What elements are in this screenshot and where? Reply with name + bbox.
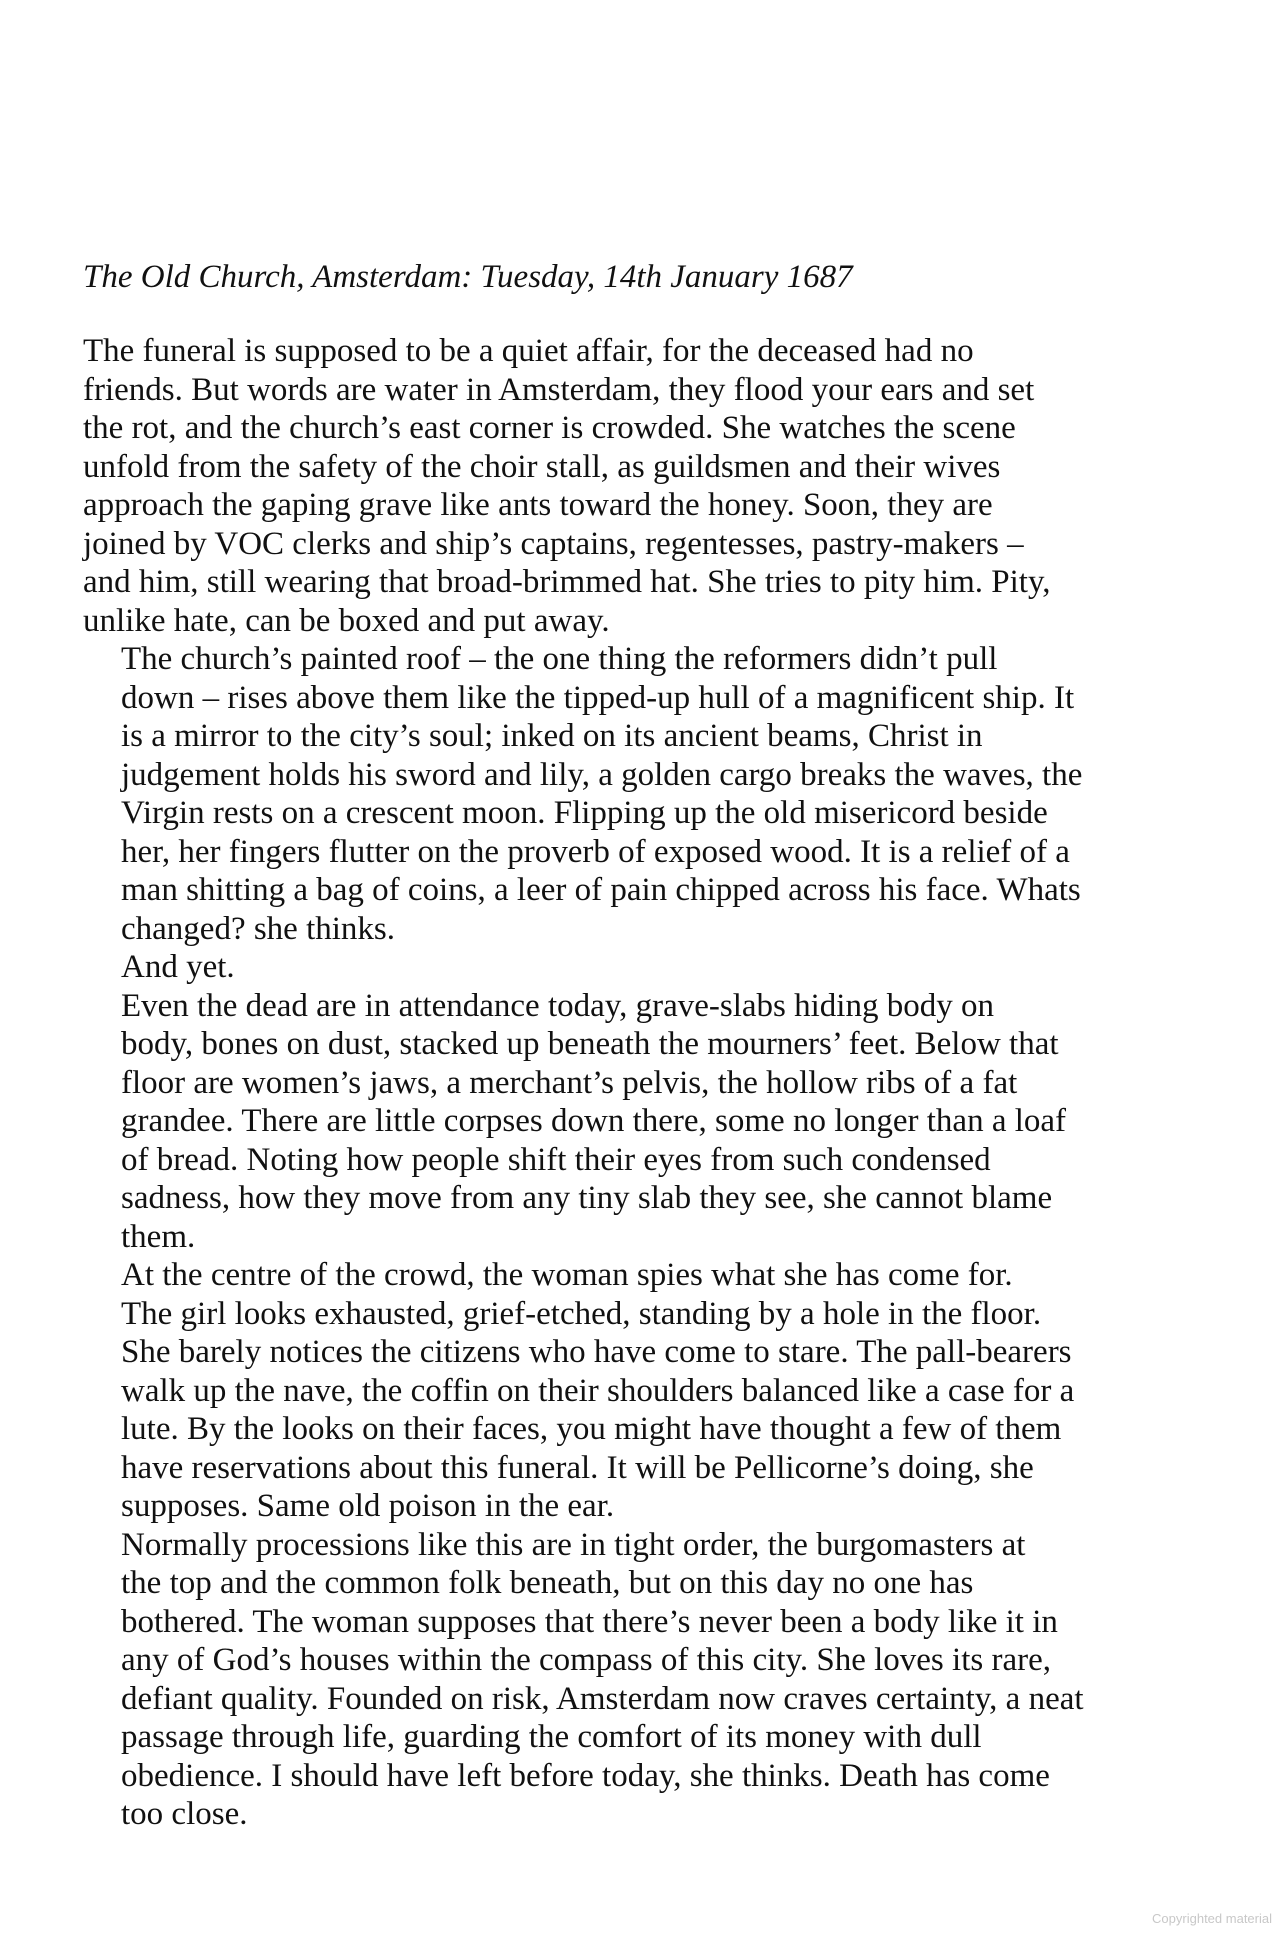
text-line: obedience. I should have left before today, she thinks. Death has come [121,1757,1050,1794]
text-line: floor are women’s jaws, a merchant’s pelvis, the hollow ribs of a fat [121,1064,1018,1101]
paragraph [83,1256,1223,1526]
text-line: her, her fingers flutter on the proverb of exposed wood. It is a relief of a [121,833,1070,870]
text-line: The girl looks exhausted, grief-etched, standing by a hole in the floor. [121,1295,1042,1332]
text-line: defiant quality. Founded on risk, Amsterdam now craves certainty, a neat [121,1680,1084,1717]
text-line: At the centre of the crowd, the woman spies what she has come for. [121,1257,1013,1293]
text-line: passage through life, guarding the comfort of its money with dull [121,1719,982,1755]
text-line: grandee. There are little corpses down there, some no longer than a loaf [121,1103,1067,1139]
text-line: changed? she thinks. [121,910,396,947]
text-line: friends. But words are water in Amsterdam, they flood your ears and set [83,371,1035,408]
text-line: down – rises above them like the tipped-up hull of a magnificent ship. It [121,679,1075,716]
paragraph [83,332,1223,640]
text-line: walk up the nave, the coffin on their shoulders balanced like a case for a [121,1372,1075,1409]
text-line: Even the dead are in attendance today, grave-slabs hiding body on [121,987,994,1024]
text-line: too close. [121,1796,248,1832]
text-line: And yet. [121,949,235,985]
text-line: The funeral is supposed to be a quiet affair, for the deceased had no [83,333,974,369]
book-page [83,258,1223,1834]
text-line: Virgin rests on a crescent moon. Flipping up the old misericord beside [121,795,1048,831]
text-line: She barely notices the citizens who have come to stare. The pall-bearers [121,1334,1072,1370]
text-line: joined by VOC clerks and ship’s captains, regentesses, pastry-makers – [83,525,1024,562]
text-line: The church’s painted roof – the one thing the reformers didn’t pull [121,641,998,677]
text-line: them. [121,1218,196,1255]
text-line: have reservations about this funeral. It will be Pellicorne’s doing, she [121,1449,1034,1486]
paragraph [83,948,1223,987]
text-line: any of God’s houses within the compass of this city. She loves its rare, [121,1642,1051,1678]
text-line: unlike hate, can be boxed and put away. [83,602,610,639]
chapter-heading: The Old Church, Amsterdam: Tuesday, 14th January 1687 [83,259,853,295]
paragraph [83,987,1223,1257]
text-line: approach the gaping grave like ants toward the honey. Soon, they are [83,487,993,523]
text-line: man shitting a bag of coins, a leer of pain chipped across his face. Whats [121,872,1081,908]
text-line: supposes. Same old poison in the ear. [121,1488,615,1524]
text-line: the top and the common folk beneath, but on this day no one has [121,1565,974,1601]
text-line: is a mirror to the city’s soul; inked on its ancient beams, Christ in [121,718,983,754]
text-line: judgement holds his sword and lily, a golden cargo breaks the waves, the [121,756,1083,793]
paragraph [83,640,1223,948]
text-line: body, bones on dust, stacked up beneath the mourners’ feet. Below that [121,1026,1059,1062]
paragraph [83,1526,1223,1834]
text-line: the rot, and the church’s east corner is crowded. She watches the scene [83,410,1016,446]
body-text [83,332,1223,1834]
text-line: Normally processions like this are in tight order, the burgomasters at [121,1526,1026,1563]
copyright-watermark: Copyrighted material [1152,1911,1272,1926]
text-line: and him, still wearing that broad-brimmed hat. She tries to pity him. Pity, [83,564,1051,600]
text-line: bothered. The woman supposes that there’s never been a body like it in [121,1603,1058,1640]
text-line: unfold from the safety of the choir stall, as guildsmen and their wives [83,448,1001,485]
text-line: lute. By the looks on their faces, you might have thought a few of them [121,1411,1062,1447]
text-line: of bread. Noting how people shift their eyes from such condensed [121,1141,991,1178]
text-line: sadness, how they move from any tiny slab they see, she cannot blame [121,1180,1053,1216]
